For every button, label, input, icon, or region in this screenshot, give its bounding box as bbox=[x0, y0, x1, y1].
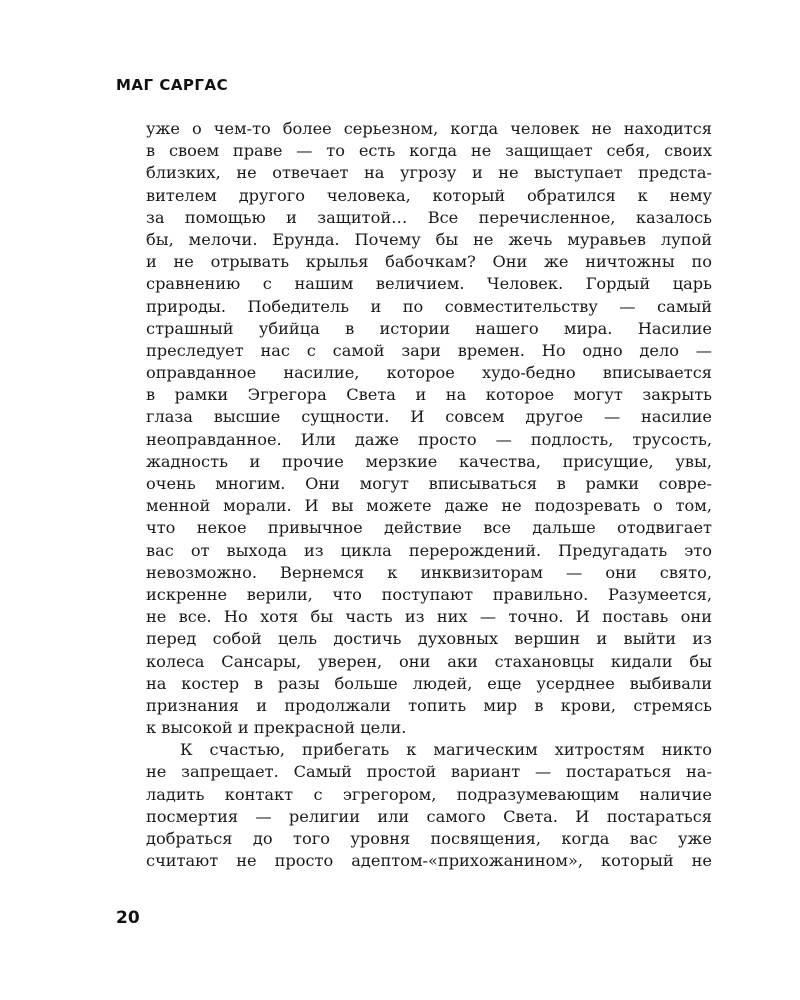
text-line: близких, не отвечает на угрозу и не выступает предста- bbox=[146, 163, 712, 183]
text-line: жадность и прочие мерзкие качества, присущие, увы, bbox=[146, 451, 712, 471]
text-line: оправданное насилие, которое худо-бедно вписывается bbox=[146, 363, 712, 383]
text-line: на костер в разы больше людей, еще усерднее выбивали bbox=[146, 673, 712, 693]
text-line: природы. Победитель и по совместительству — самый bbox=[146, 296, 712, 316]
text-line: глаза высшие сущности. И совсем другое — насилие bbox=[146, 407, 712, 427]
body-text bbox=[146, 118, 712, 872]
text-line: не запрещает. Самый простой вариант — постараться на- bbox=[146, 762, 712, 782]
text-line: в рамки Эгрегора Света и на которое могут закрыть bbox=[146, 385, 712, 405]
text-line: посмертия — религии или самого Света. И постараться bbox=[146, 806, 712, 826]
text-line: невозможно. Вернемся к инквизиторам — они свято, bbox=[146, 562, 712, 582]
text-line: неоправданное. Или даже просто — подлость, трусость, bbox=[146, 429, 712, 449]
text-line: считают не просто адептом-«прихожанином», который не bbox=[146, 851, 712, 871]
text-line: добраться до того уровня посвящения, когда вас уже bbox=[146, 829, 712, 848]
text-line: вителем другого человека, который обратился к нему bbox=[146, 185, 712, 205]
text-line: за помощью и защитой… Все перечисленное, казалось bbox=[146, 207, 712, 227]
text-line-paragraph-end: к высокой и прекрасной цели. bbox=[146, 718, 407, 738]
text-line: бы, мелочи. Ерунда. Почему бы не жечь муравьев лупой bbox=[146, 229, 712, 249]
text-line: искренне верили, что поступают правильно. Разумеется, bbox=[146, 584, 712, 604]
text-line-paragraph-start: К счастью, прибегать к магическим хитростям никто bbox=[180, 740, 712, 760]
text-line: уже о чем-то более серьезном, когда человек не находится bbox=[146, 119, 712, 138]
text-line: преследует нас с самой зари времен. Но одно дело — bbox=[146, 340, 712, 360]
text-line: страшный убийца в истории нашего мира. Насилие bbox=[146, 318, 712, 338]
text-line: не все. Но хотя бы часть из них — точно. И поставь они bbox=[146, 607, 712, 627]
text-line: что некое привычное действие все дальше отодвигает bbox=[146, 518, 712, 538]
page-number: 20 bbox=[116, 908, 140, 928]
text-line: в своем праве — то есть когда не защищает себя, своих bbox=[146, 141, 712, 161]
text-line: менной морали. И вы можете даже не подозревать о том, bbox=[146, 496, 712, 516]
text-line: очень многим. Они могут вписываться в рамки совре- bbox=[146, 474, 712, 493]
text-line: ладить контакт с эгрегором, подразумевающим наличие bbox=[146, 784, 712, 804]
text-line: признания и продолжали топить мир в крови, стремясь bbox=[146, 695, 712, 715]
text-line: сравнению с нашим величием. Человек. Гордый царь bbox=[146, 274, 712, 294]
text-line: и не отрывать крылья бабочкам? Они же ничтожны по bbox=[146, 252, 712, 272]
running-title: МАГ САРГАС bbox=[116, 76, 229, 94]
text-line: перед собой цель достичь духовных вершин и выйти из bbox=[146, 629, 712, 649]
text-line: колеса Сансары, уверен, они аки стахановцы кидали бы bbox=[146, 651, 712, 671]
text-line: вас от выхода из цикла перерождений. Предугадать это bbox=[146, 540, 712, 560]
